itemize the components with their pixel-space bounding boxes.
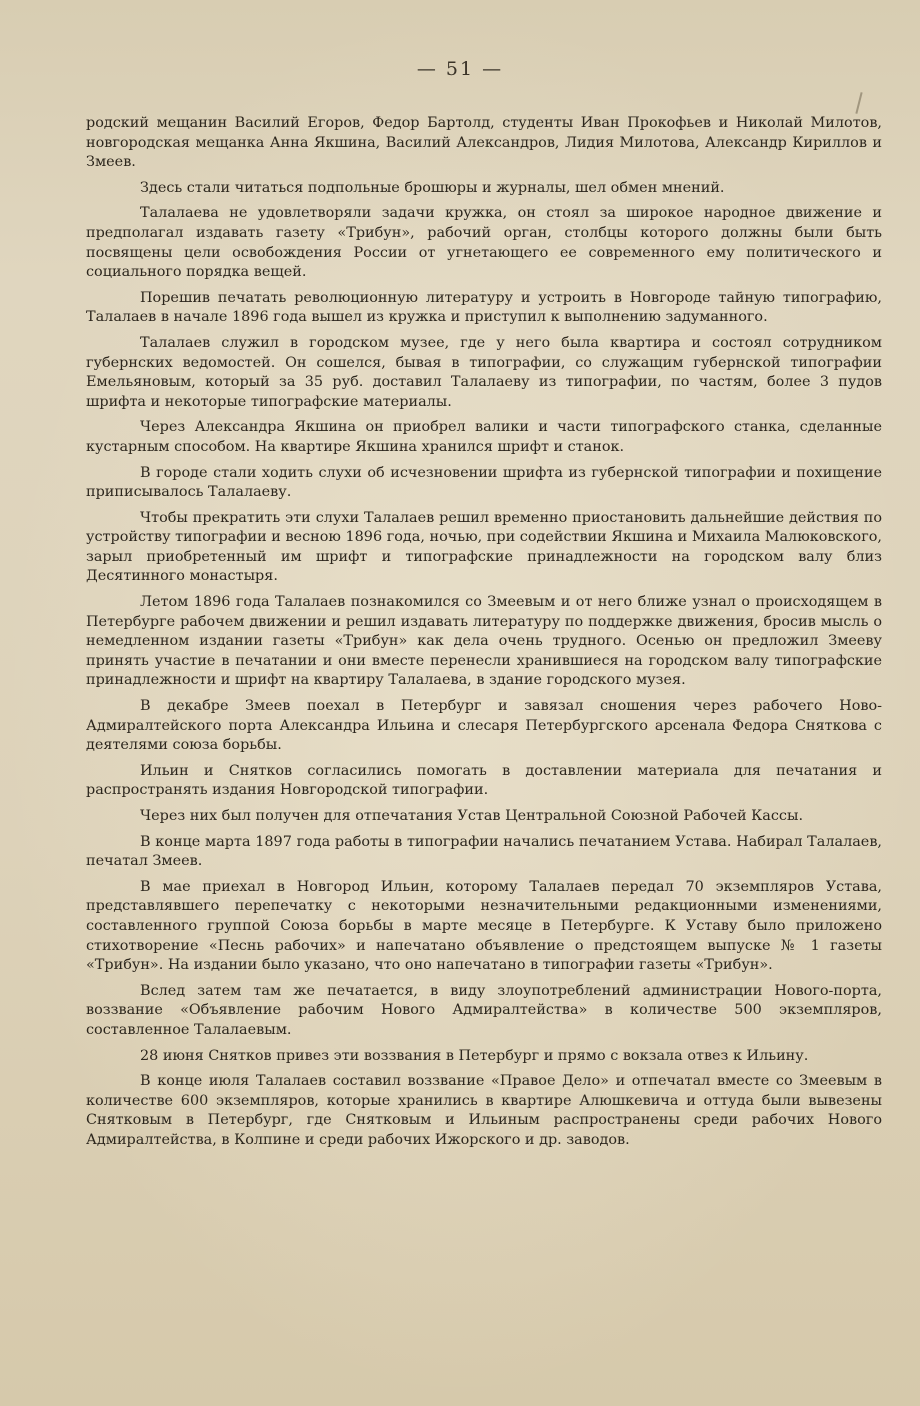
paragraph: родский мещанин Василий Егоров, Федор Бартолд, студенты Иван Прокофьев и Николай Милотов, новгородская мещанка Анна Якшина, Василий Александров, Лидия Милотова, Александр Кириллов и Змеев. bbox=[86, 115, 882, 171]
paragraph: Ильин и Снятков согласились помогать в доставлении материала для печатания и распространять издания Новгородской типографии. bbox=[86, 762, 882, 799]
paragraph: Порешив печатать революционную литературу и устроить в Новгороде тайную типографию, Талалаев в начале 1896 года вышел из кружка и приступил к выполнению задуманного. bbox=[86, 289, 882, 326]
paragraph: В декабре Змеев поехал в Петербург и завязал сношения через рабочего Ново-Адмиралтейского порта Александра Ильина и слесаря Петербургского арсенала Федора Сняткова с деятелями союза борьбы. bbox=[86, 698, 882, 754]
paragraph: Через Александра Якшина он приобрел валики и части типографского станка, сделанные кустарным способом. На квартире Якшина хранился шрифт и станок. bbox=[86, 419, 882, 455]
paragraph: В мае приехал в Новгород Ильин, которому Талалаев передал 70 экземпляров Устава, представлявшего перепечатку с некоторыми незначительными редакционными изменениями, составленного группой Союза борьбы в марте месяце в Петербурге. К Уставу было приложено стихотворение «Песнь рабочих» и напечатано объявление о предстоящем выпуске № 1 газеты «Трибун». На издании было указано, что оно напечатано в типографии газеты «Трибун». bbox=[86, 878, 882, 974]
paragraph: Талалаев служил в городском музее, где у него была квартира и состоял сотрудником губернских ведомостей. Он сошелся, бывая в типографии, со служащим губернской типографии Емельяновым, который за 35 руб. доставил Талалаеву из типографии, по частям, более 3 пудов шрифта и некоторые типографские материалы. bbox=[86, 334, 882, 410]
paragraph: Чтобы прекратить эти слухи Талалаев решил временно приостановить дальнейшие действия по устройству типографии и весною 1896 года, ночью, при содействии Якшина и Михаила Малюковского, зарыл приобретенный им шрифт и типографские принадлежности на городском валу близ Десятинного монастыря. bbox=[86, 509, 882, 585]
paragraph: В конце марта 1897 года работы в типографии начались печатанием Устава. Набирал Талалаев, печатал Змеев. bbox=[86, 833, 882, 870]
paragraph: Талалаева не удовлетворяли задачи кружка, он стоял за широкое народное движение и предполагал издавать газету «Трибун», рабочий орган, столбцы которого должны были быть посвящены цели освобождения России от угнетающего ее современного ему политического и социального порядка вещей. bbox=[86, 205, 882, 281]
pencil-mark-icon bbox=[855, 92, 862, 114]
paragraph: Через них был получен для отпечатания Устав Центральной Союзной Рабочей Кассы. bbox=[140, 808, 804, 824]
paragraph: В конце июля Талалаев составил воззвание «Правое Дело» и отпечатал вместе со Змеевым в количестве 600 экземпляров, которые хранились в квартире Алюшкевича и оттуда были вывезены Снятковым в Петербург, где Снятковым и Ильиным распространены среди рабочих Нового Адмиралтейства, в Колпине и среди рабочих Ижорского и др. заводов. bbox=[86, 1073, 882, 1148]
body-text bbox=[86, 114, 882, 1157]
paragraph: Вслед затем там же печатается, в виду злоупотреблений администрации Нового-порта, воззвание «Объявление рабочим Нового Адмиралтейства» в количестве 500 экземпляров, составленное Талалаевым. bbox=[86, 982, 882, 1038]
paragraph: Летом 1896 года Талалаев познакомился со Змеевым и от него ближе узнал о происходящем в Петербурге рабочем движении и решил издавать литературу по поддержке движения, бросив мысль о немедленном издании газеты «Трибун» как дела очень трудного. Осенью он предложил Змееву принять участие в печатании и они вместе перенесли хранившиеся на городском валу типографские принадлежности и шрифт на квартиру Талалаева, в здание городского музея. bbox=[86, 594, 882, 689]
paragraph: Здесь стали читаться подпольные брошюры и журналы, шел обмен мнений. bbox=[140, 179, 725, 196]
paragraph: 28 июня Снятков привез эти воззвания в Петербург и прямо с вокзала отвез к Ильину. bbox=[140, 1047, 809, 1064]
page-number: — 51 — bbox=[416, 58, 504, 80]
paragraph: В городе стали ходить слухи об исчезновении шрифта из губернской типографии и похищение приписывалось Талалаеву. bbox=[86, 464, 882, 501]
